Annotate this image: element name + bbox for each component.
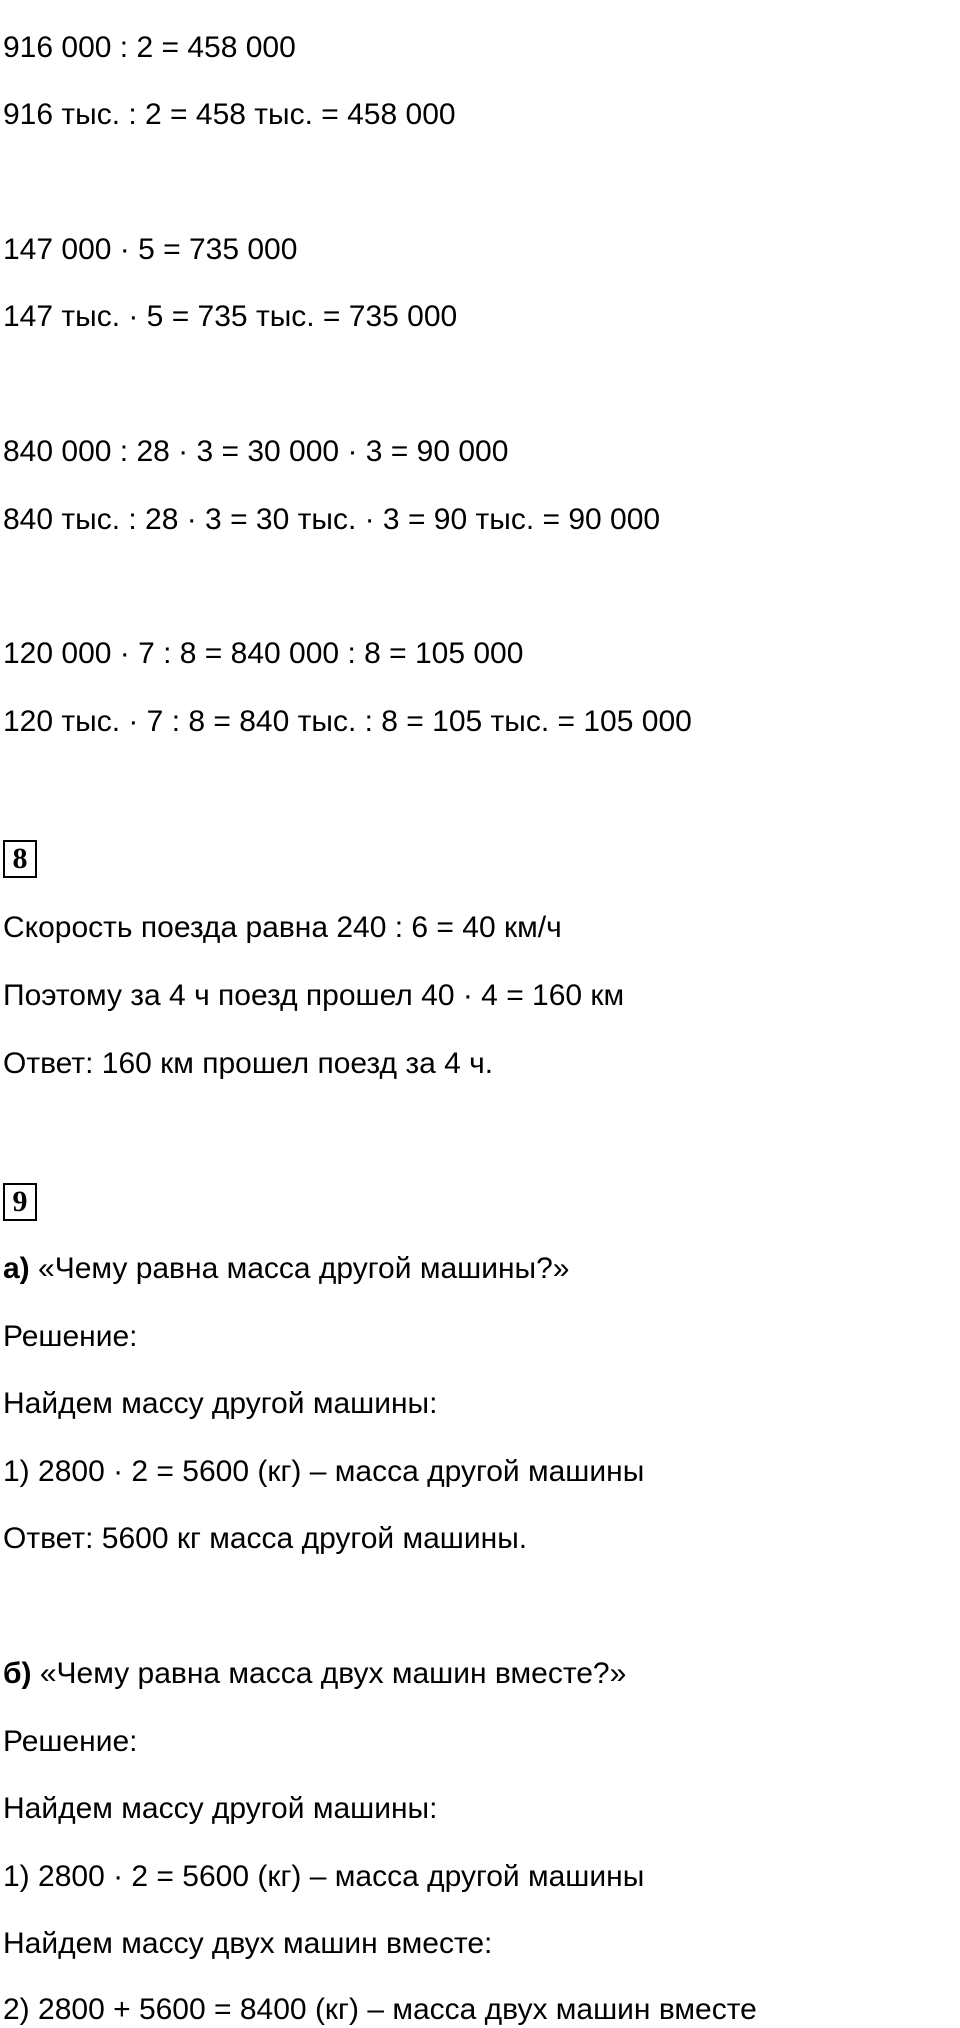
part-a-heading — [3, 1251, 569, 1287]
part-b-line: 2) 2800 + 5600 = 8400 (кг) – масса двух машин вместе — [3, 1993, 757, 2026]
part-b-line: Найдем массу другой машины: — [3, 1792, 438, 1825]
task8-answer: Ответ: 160 км прошел поезд за 4 ч. — [3, 1047, 494, 1080]
part-a-label: а) — [3, 1252, 30, 1285]
part-b-line: Решение: — [3, 1725, 138, 1758]
task-number-9: 9 — [3, 1183, 37, 1221]
calc-line: 120 тыс. · 7 : 8 = 840 тыс. : 8 = 105 тыс. = 105 000 — [3, 705, 692, 738]
part-b-line: 1) 2800 · 2 = 5600 (кг) – масса другой машины — [3, 1860, 645, 1893]
calc-line: 840 000 : 28 · 3 = 30 000 · 3 = 90 000 — [3, 435, 509, 468]
task-number-8: 8 — [3, 840, 37, 878]
part-b-heading — [3, 1656, 626, 1692]
part-b-line: Найдем массу двух машин вместе: — [3, 1927, 493, 1960]
part-a-answer: Ответ: 5600 кг масса другой машины. — [3, 1522, 528, 1555]
calc-line: 916 тыс. : 2 = 458 тыс. = 458 000 — [3, 98, 456, 131]
calc-line: 120 000 · 7 : 8 = 840 000 : 8 = 105 000 — [3, 637, 524, 670]
calc-line: 840 тыс. : 28 · 3 = 30 тыс. · 3 = 90 тыс. = 90 000 — [3, 503, 661, 536]
calc-line: 147 тыс. · 5 = 735 тыс. = 735 000 — [3, 300, 458, 333]
part-a-question: «Чему равна масса другой машины?» — [38, 1252, 570, 1285]
part-a-line: Решение: — [3, 1320, 138, 1353]
calc-line: 147 000 · 5 = 735 000 — [3, 233, 298, 266]
task8-line: Поэтому за 4 ч поезд прошел 40 · 4 = 160 км — [3, 979, 625, 1012]
part-a-line: 1) 2800 · 2 = 5600 (кг) – масса другой машины — [3, 1455, 645, 1488]
calc-line: 916 000 : 2 = 458 000 — [3, 31, 296, 64]
task8-line: Скорость поезда равна 240 : 6 = 40 км/ч — [3, 911, 562, 944]
part-b-question: «Чему равна масса двух машин вместе?» — [39, 1657, 627, 1690]
part-b-label: б) — [3, 1657, 32, 1690]
part-a-line: Найдем массу другой машины: — [3, 1387, 438, 1420]
